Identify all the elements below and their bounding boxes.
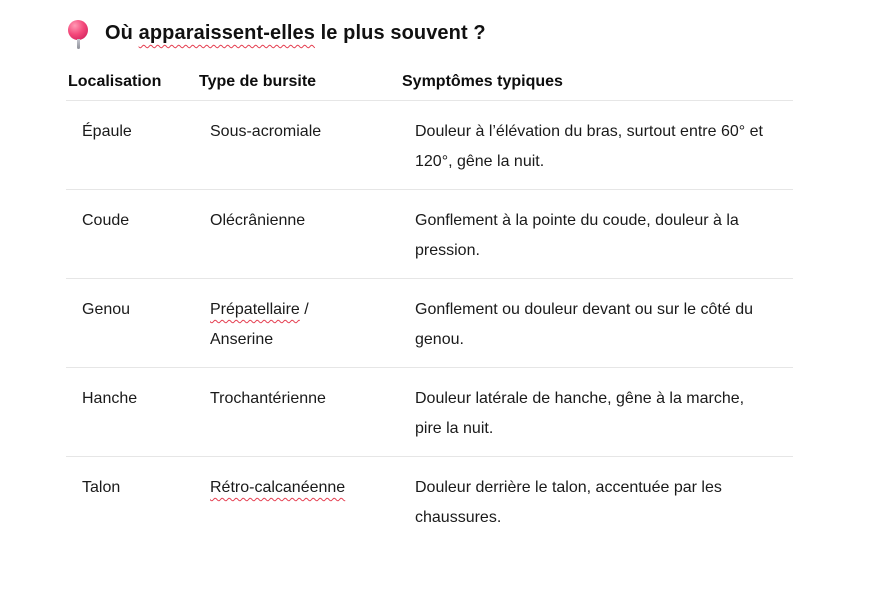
misspelled-word: Rétro-calcanéenne bbox=[210, 479, 346, 496]
cell-type bbox=[197, 279, 400, 368]
cell-localisation: Genou bbox=[66, 279, 197, 368]
misspelled-word: Prépatellaire bbox=[210, 301, 300, 318]
cell-type bbox=[197, 368, 400, 457]
column-header-localisation: Localisation bbox=[66, 70, 197, 101]
cell-type bbox=[197, 457, 400, 546]
cell-type bbox=[197, 101, 400, 190]
cell-symptomes: Douleur latérale de hanche, gêne à la marche, pire la nuit. bbox=[400, 368, 793, 457]
cell-symptomes: Douleur derrière le talon, accentuée par les chaussures. bbox=[415, 479, 722, 526]
heading-text bbox=[105, 22, 486, 45]
cell-symptomes: Gonflement ou douleur devant ou sur le côté du genou. bbox=[400, 279, 793, 368]
text-part: Où bbox=[105, 22, 139, 44]
column-header-type: Type de bursite bbox=[197, 70, 400, 101]
table-row bbox=[66, 101, 793, 190]
text-part: le plus souvent ? bbox=[314, 22, 486, 44]
bursite-table bbox=[66, 70, 793, 545]
cell-localisation: Talon bbox=[82, 479, 121, 496]
table-header-row bbox=[66, 70, 793, 101]
section-heading bbox=[66, 18, 486, 49]
text-part: / Anserine bbox=[210, 301, 309, 348]
table-row bbox=[66, 368, 793, 457]
cell-localisation: Épaule bbox=[66, 101, 197, 190]
misspelled-word: apparaissent-elles bbox=[138, 22, 315, 44]
cell-type bbox=[197, 190, 400, 279]
table-row bbox=[66, 190, 793, 279]
table-row bbox=[66, 457, 793, 546]
pushpin-stem bbox=[77, 39, 80, 49]
round-pushpin-icon bbox=[66, 20, 90, 49]
cell-symptomes: Gonflement à la pointe du coude, douleur à la pression. bbox=[400, 190, 793, 279]
table-row bbox=[66, 279, 793, 368]
text-part: Sous-acromiale bbox=[210, 123, 322, 140]
cell-symptomes: Douleur à l’élévation du bras, surtout entre 60° et 120°, gêne la nuit. bbox=[400, 101, 793, 190]
text-part: Trochantérienne bbox=[210, 390, 326, 407]
cell-localisation: Hanche bbox=[66, 368, 197, 457]
text-part: Olécrânienne bbox=[210, 212, 306, 229]
column-header-symptomes: Symptômes typiques bbox=[400, 70, 793, 101]
pushpin-ball bbox=[68, 20, 88, 40]
cell-localisation: Coude bbox=[66, 190, 197, 279]
